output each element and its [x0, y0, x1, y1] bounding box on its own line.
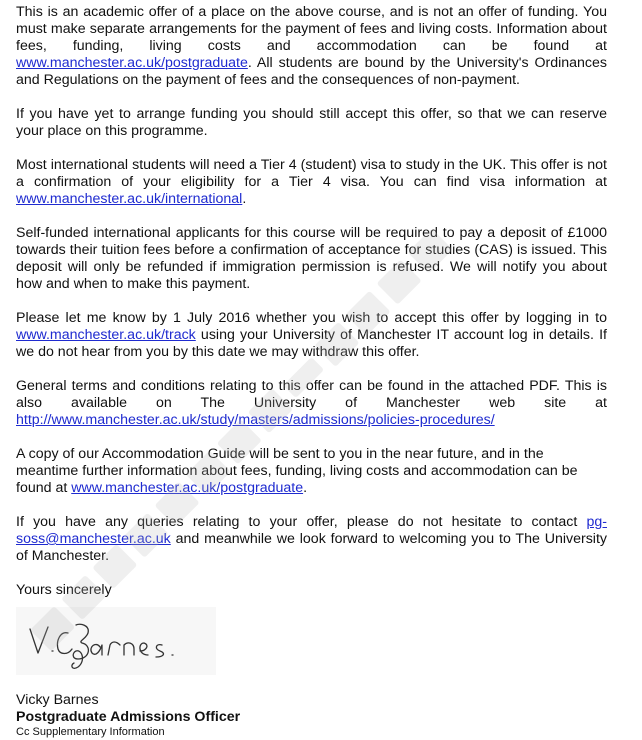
paragraph-deadline	[16, 310, 607, 361]
paragraph-text: .	[303, 480, 308, 496]
paragraph-deposit	[16, 225, 607, 293]
paragraph-text: General terms and conditions relating to this offer can be found in the attached PDF. This is also available on The University of Manchester web site at	[16, 378, 607, 411]
track-link[interactable]: www.manchester.ac.uk/track	[16, 327, 196, 343]
policies-link[interactable]: http://www.manchester.ac.uk/study/masters/admissions/policies-procedures/	[16, 412, 495, 428]
paragraph-text: Most international students will need a Tier 4 (student) visa to study in the UK. This offer is not a confirmation of your eligibility for a Tier 4 visa. You can find visa information at	[16, 157, 607, 190]
signature-image	[16, 607, 216, 675]
cc-line: Cc Supplementary Information	[16, 726, 165, 738]
paragraph-text: This is an academic offer of a place on the above course, and is not an offer of funding. You must make separate arrangements for the payment of fees and living costs. Information about fees, funding, living costs and accommodation can be found at	[16, 4, 607, 54]
paragraph-accept-offer	[16, 106, 607, 140]
letter-body	[16, 4, 607, 599]
international-link[interactable]: www.manchester.ac.uk/international	[16, 191, 243, 207]
paragraph-text: using your University of Manchester IT account log in details. If we do not hear from you by this date we may withdraw this offer.	[16, 327, 607, 360]
paragraph-text: and meanwhile we look forward to welcoming you to The University of Manchester.	[16, 531, 607, 564]
paragraph-text: A copy of our Accommodation Guide will be sent to you in the near future, and in the meantime further information about fees, funding, living costs and accommodation can be found at	[16, 446, 578, 496]
paragraph-text: If you have any queries relating to your offer, please do not hesitate to contact	[16, 514, 587, 530]
email-link[interactable]: pg-soss@manchester.ac.uk	[16, 514, 607, 547]
paragraph-visa	[16, 157, 607, 208]
paragraph-text: Self-funded international applicants for this course will be required to pay a deposit of £1000 towards their tuition fees before a confirmation of acceptance for studies (CAS) is issued. This deposit will only be refunded if immigration permission is refused. We will notify you about how and when to make this payment.	[16, 225, 607, 292]
paragraph-text: If you have yet to arrange funding you should still accept this offer, so that we can reserve your place on this programme.	[16, 106, 607, 139]
paragraph-text: .	[242, 191, 247, 207]
signature-block	[16, 692, 240, 739]
postgraduate-link[interactable]: www.manchester.ac.uk/postgraduate	[71, 480, 304, 496]
paragraph-text: Please let me know by 1 July 2016 whether you wish to accept this offer by logging in to	[16, 310, 607, 326]
signer-name: Vicky Barnes	[16, 692, 99, 708]
signer-title: Postgraduate Admissions Officer	[16, 709, 241, 725]
closing-salutation: Yours sincerely	[16, 582, 112, 598]
signature-drawing	[16, 607, 216, 675]
paragraph-text: . All students are bound by the University's Ordinances and Regulations on the payment of fees and the consequences of non-payment.	[16, 55, 607, 88]
paragraph-accommodation	[16, 446, 607, 497]
paragraph-terms	[16, 378, 607, 429]
paragraph-funding	[16, 4, 607, 89]
paragraph-queries	[16, 514, 607, 565]
postgraduate-link[interactable]: www.manchester.ac.uk/postgraduate	[16, 55, 248, 71]
